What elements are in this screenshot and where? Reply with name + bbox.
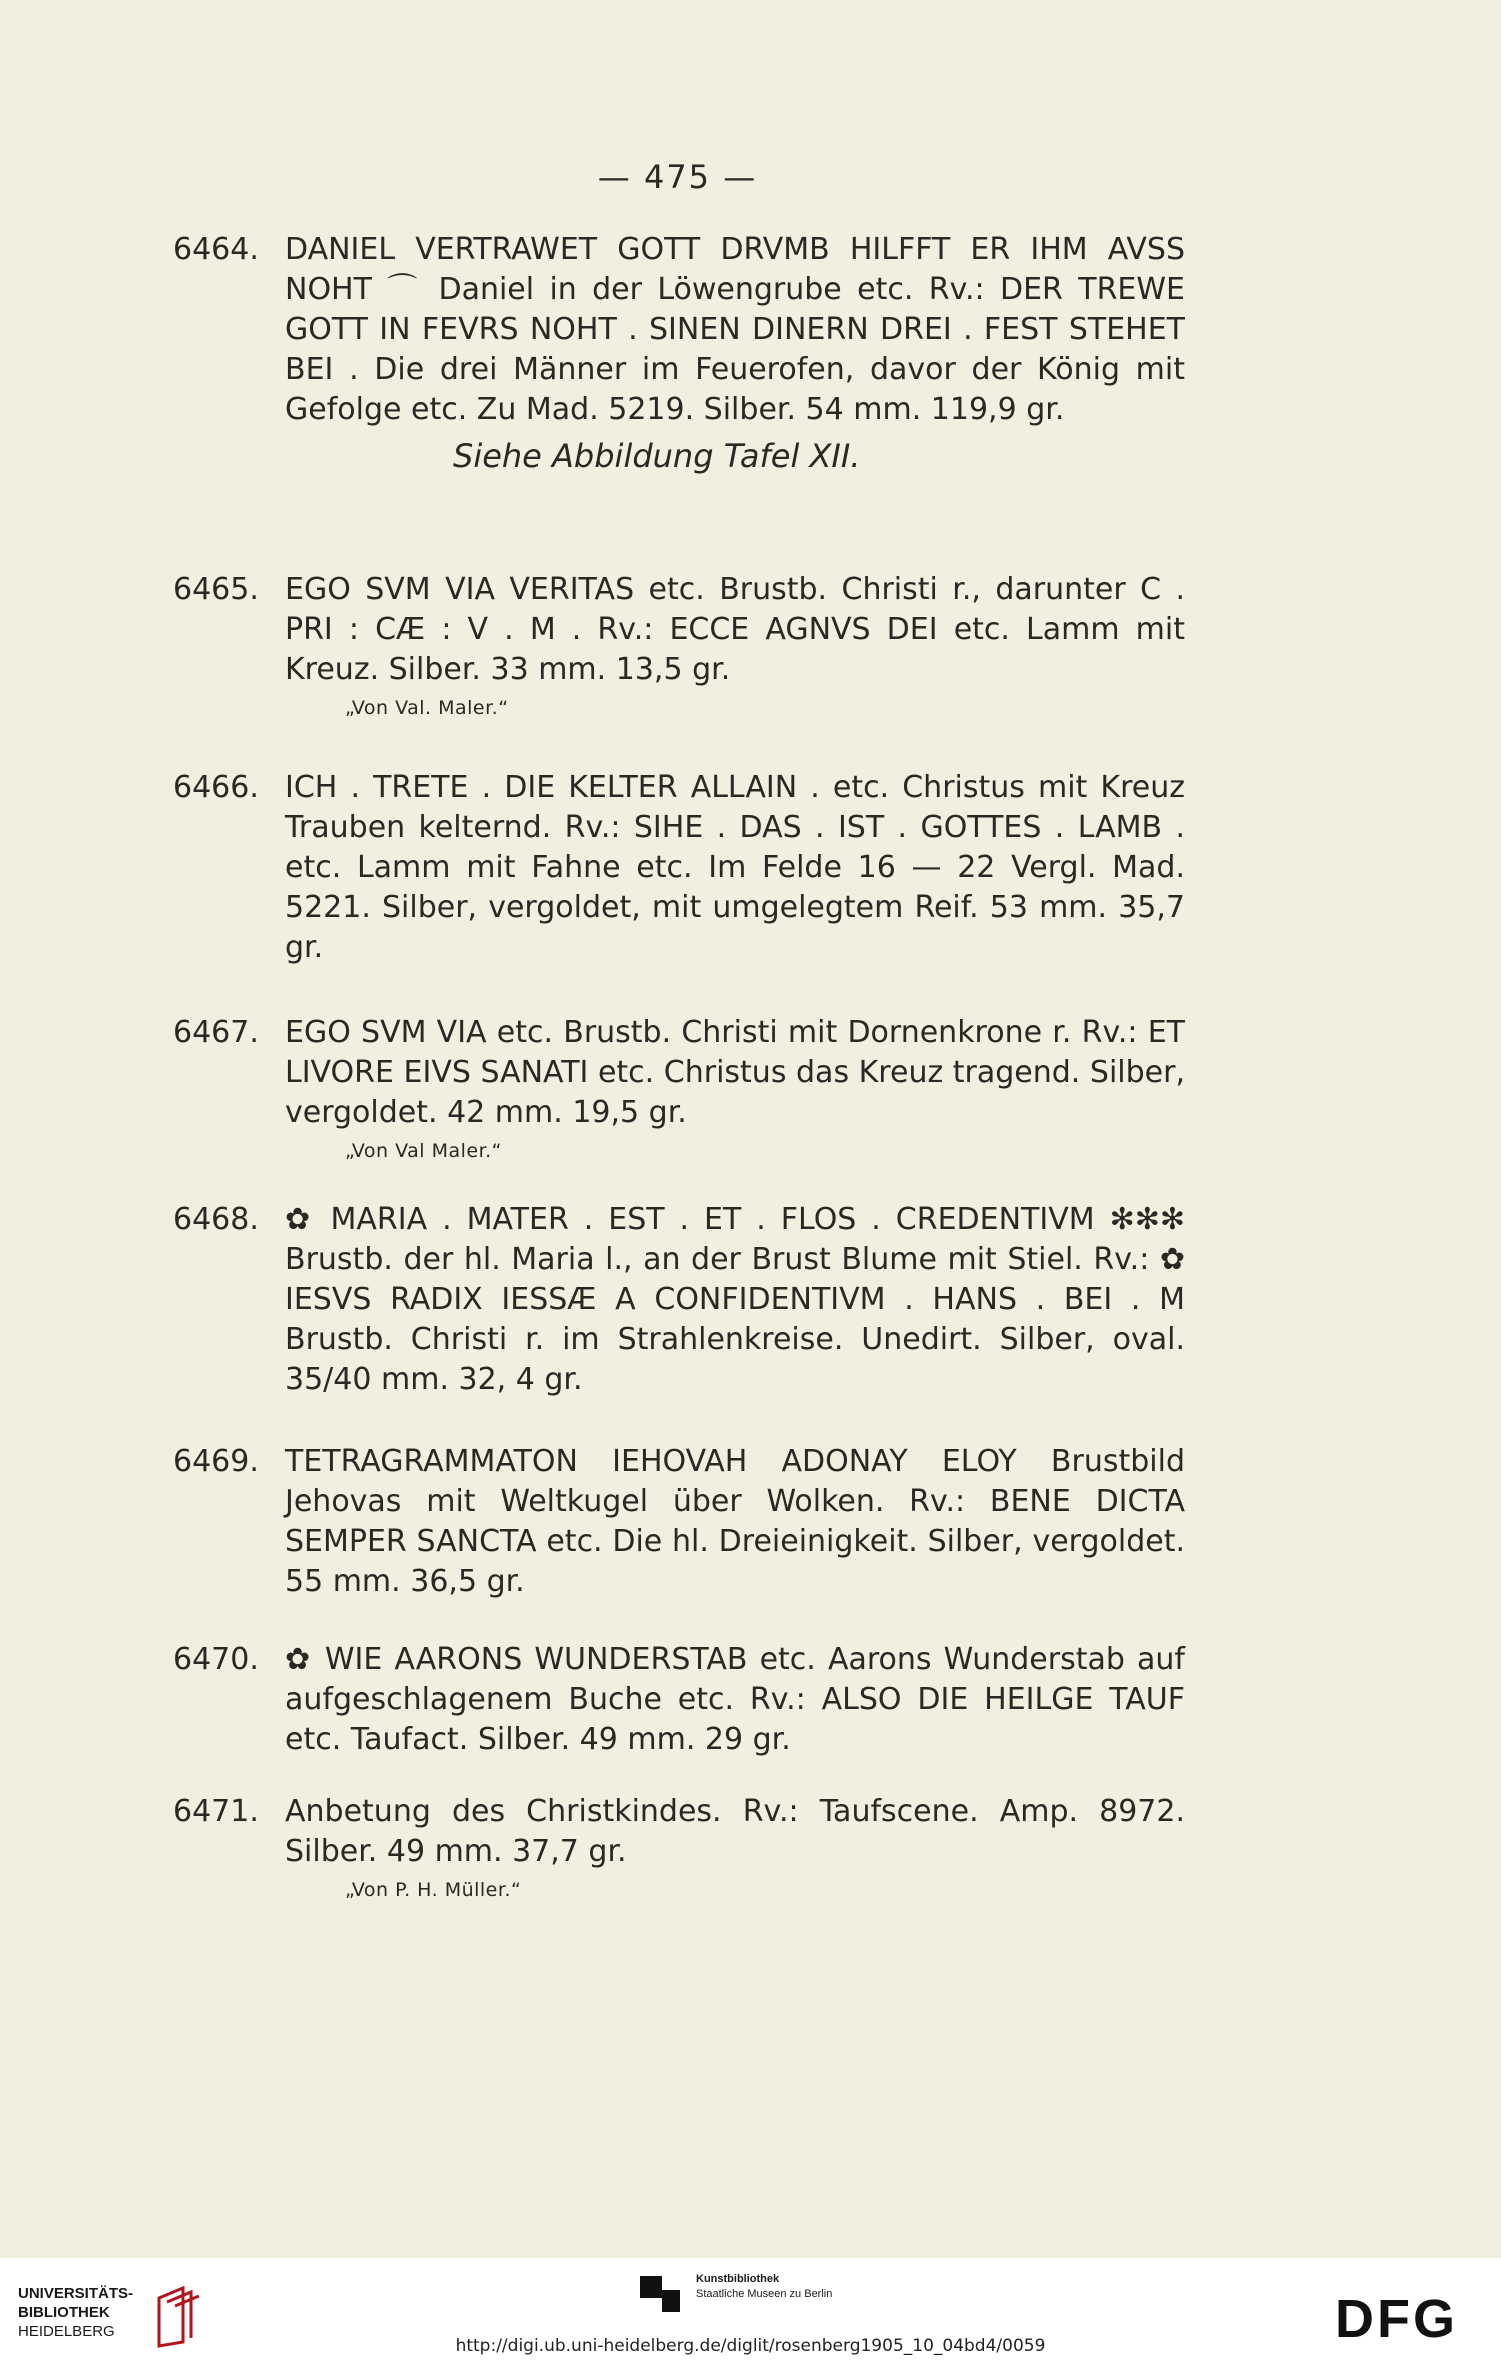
kb-logo-line: Staatliche Museen zu Berlin [696, 2288, 833, 2300]
kb-logo-line: Kunstbibliothek [696, 2273, 780, 2285]
catalog-entry-6470 [173, 1640, 1185, 1760]
entry-number: 6471. [173, 1794, 259, 1829]
ub-logo-line: UNIVERSITÄTS- [18, 2285, 134, 2302]
kunstbibliothek-mark-icon [640, 2276, 684, 2312]
entry-text: ✿ WIE AARONS WUNDERSTAB etc. Aarons Wunderstab auf aufgeschlagenem Buche etc. Rv.: ALSO DIE HEILGE TAUF etc. Taufact. Silber. 49 mm. 29 gr. [285, 1642, 1185, 1757]
entry-text: DANIEL VERTRAWET GOTT DRVMB HILFFT ER IHM AVSS NOHT ⌒ Daniel in der Löwengrube etc. Rv.: DER TREWE GOTT IN FEVRS NOHT . SINEN DINERN DREI . FEST STEHET BEI . Die drei Männer im Feuerofen, davor der König mit Gefolge etc. Zu Mad. 5219. Silber. 54 mm. 119,9 gr. [285, 232, 1185, 427]
provenance-note: „Von Val Maler.“ [345, 1140, 503, 1162]
permalink-url[interactable]: http://digi.ub.uni-heidelberg.de/diglit/rosenberg1905_10_04bd4/0059 [455, 2336, 1046, 2356]
catalog-entry-6467 [173, 1013, 1185, 1163]
entry-text: EGO SVM VIA etc. Brustb. Christi mit Dornenkrone r. Rv.: ET LIVORE EIVS SANATI etc. Christus das Kreuz tragend. Silber, vergoldet. 42 mm. 19,5 gr. [285, 1015, 1185, 1130]
catalog-entry-6466 [173, 768, 1185, 968]
kunstbibliothek-logo[interactable] [640, 2270, 880, 2320]
ub-logo-line: BIBLIOTHEK [18, 2304, 110, 2321]
entry-text: EGO SVM VIA VERITAS etc. Brustb. Christi r., darunter C . PRI : CÆ : V . M . Rv.: ECCE AGNVS DEI etc. Lamm mit Kreuz. Silber. 33 mm. 13,5 gr. [285, 572, 1185, 687]
entry-text: ICH . TRETE . DIE KELTER ALLAIN . etc. Christus mit Kreuz Trauben kelternd. Rv.: SIHE . DAS . IST . GOTTES . LAMB . etc. Lamm mit Fahne etc. Im Felde 16 — 22 Vergl. Mad. 5221. Silber, vergoldet, mit umgelegtem Reif. 53 mm. 35,7 gr. [285, 770, 1185, 965]
catalog-entry-6471 [173, 1792, 1185, 1902]
page-number: — 475 — [597, 158, 758, 196]
catalog-entry-6464 [173, 230, 1185, 476]
entry-number: 6467. [173, 1015, 259, 1050]
entry-number: 6464. [173, 232, 259, 267]
dfg-logo[interactable]: DFG [1335, 2289, 1458, 2349]
entry-number: 6470. [173, 1642, 259, 1677]
provenance-note: „Von Val. Maler.“ [345, 697, 509, 719]
catalog-entry-6468 [173, 1200, 1185, 1400]
provenance-note: „Von P. H. Müller.“ [345, 1879, 522, 1901]
entry-number: 6468. [173, 1202, 259, 1237]
entry-number: 6465. [173, 572, 259, 607]
entry-text: TETRAGRAMMATON IEHOVAH ADONAY ELOY Brustbild Jehovas mit Weltkugel über Wolken. Rv.: BENE DICTA SEMPER SANCTA etc. Die hl. Dreieinigkeit. Silber, vergoldet. 55 mm. 36,5 gr. [285, 1444, 1185, 1599]
catalog-entry-6469 [173, 1442, 1185, 1602]
catalog-entry-6465 [173, 570, 1185, 720]
entry-text: ✿ MARIA . MATER . EST . ET . FLOS . CREDENTIVM ✻✻✻ Brustb. der hl. Maria l., an der Brust Blume mit Stiel. Rv.: ✿ IESVS RADIX IESSÆ A CONFIDENTIVM . HANS . BEI . M Brustb. Christi r. im Strahlenkreise. Unedirt. Silber, oval. 35/40 mm. 32, 4 gr. [285, 1202, 1185, 1397]
entry-text: Anbetung des Christkindes. Rv.: Taufscene. Amp. 8972. Silber. 49 mm. 37,7 gr. [285, 1794, 1185, 1869]
plate-reference: Siehe Abbildung Tafel XII. [453, 437, 861, 475]
entry-number: 6466. [173, 770, 259, 805]
footer-bar [0, 2258, 1501, 2363]
entry-number: 6469. [173, 1444, 259, 1479]
ub-logo-line: HEIDELBERG [18, 2323, 115, 2340]
